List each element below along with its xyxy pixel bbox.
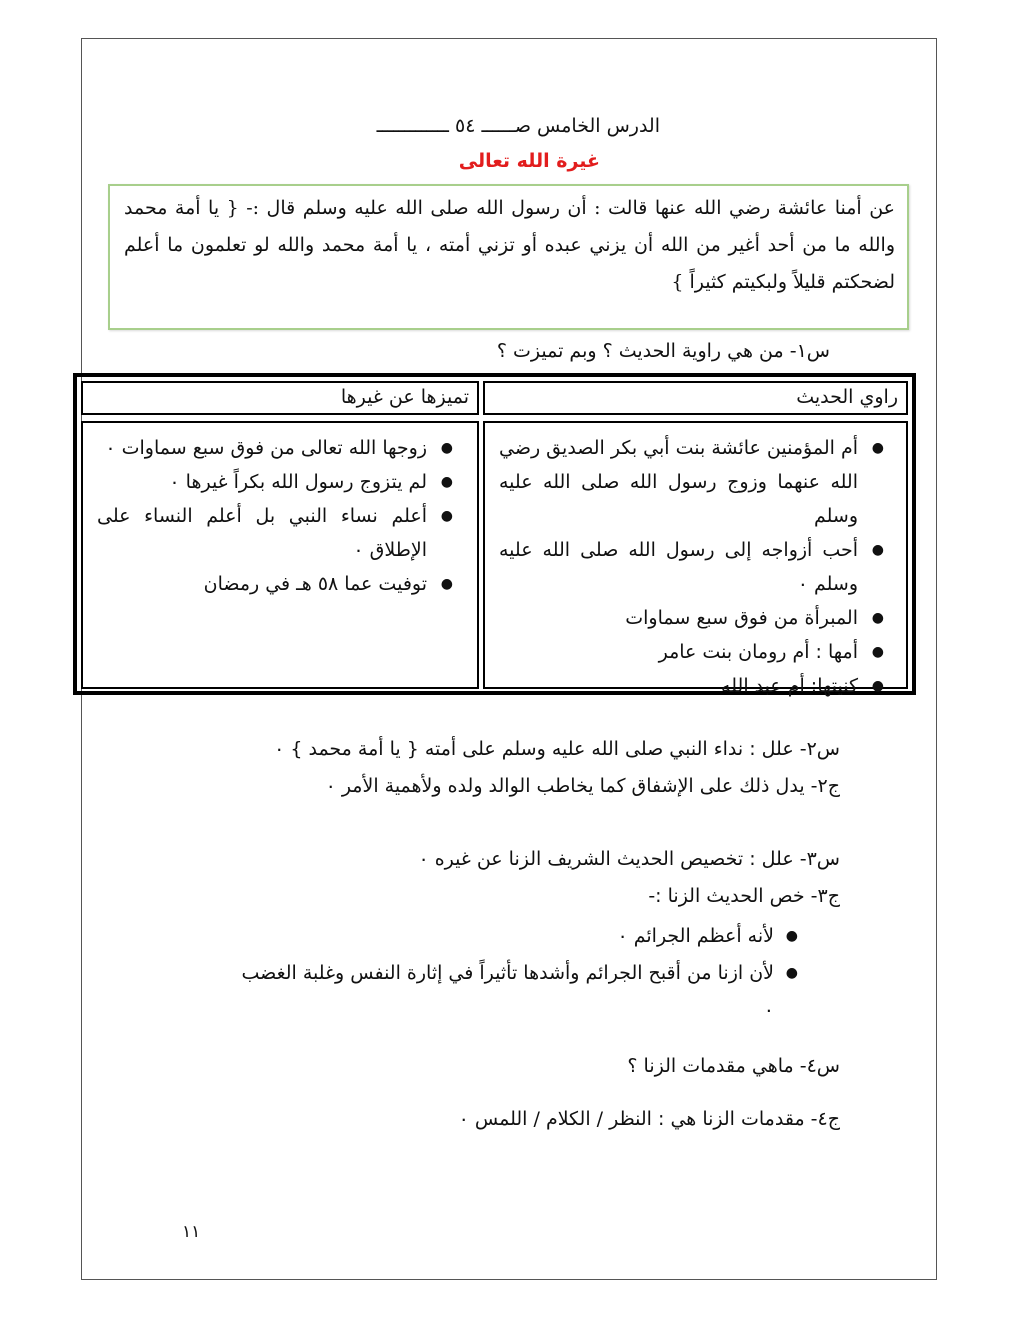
list-item: ● أعلم نساء النبي بل أعلم النساء على الإطلاق ٠ [97, 499, 465, 567]
narrator-table [73, 373, 916, 695]
bullet-icon: ● [871, 644, 884, 660]
answer-3-list-wrap [230, 918, 820, 1029]
bullet-icon: ● [871, 610, 884, 626]
list-item: ● أحب أزواجه إلى رسول الله صلى الله عليه وسلم ٠ [499, 533, 896, 601]
header-distinction [81, 381, 479, 415]
bullet-icon: ● [440, 474, 453, 490]
list-item: ● لأنه أعظم الجرائم ٠ [230, 918, 820, 955]
answer-2: ج٢- يدل ذلك على الإشفاق كما يخاطب الوالد ولده ولأهمية الأمر ٠ [325, 775, 840, 797]
answer-3-list [230, 918, 820, 1029]
page-number: ١١ [182, 1222, 201, 1242]
distinction-cell [81, 421, 479, 689]
hadith-box [108, 184, 909, 330]
list-item: ● لم يتزوج رسول الله بكراً غيرها ٠ [97, 465, 465, 499]
bullet-icon: ● [440, 440, 453, 456]
narrator-list [499, 431, 896, 703]
bullet-icon: ● [440, 576, 453, 592]
list-item: ● أم المؤمنين عائشة بنت أبي بكر الصديق رضي الله عنهما وزوج رسول الله صلى الله عليه وسلم [499, 431, 896, 533]
lesson-heading: الدرس الخامس صــــــ ٥٤ ـــــــــــــ [376, 115, 660, 137]
bullet-icon: ● [785, 965, 798, 981]
narrator-cell [483, 421, 908, 697]
hadith-text: عن أمنا عائشة رضي الله عنها قالت : أن رسول الله صلى الله عليه وسلم قال :- { يا أمة محمد والله ما من أحد أغير من الله أن يزني عبده أو تزني أمته ، يا أمة محمد والله لو تعلمون ما أعلم لضحكتم قليلاً ولبكيتم كثيراً } [124, 197, 895, 293]
list-item: ● توفيت عما ٥٨ هـ في رمضان [97, 567, 465, 601]
answer-4: ج٤- مقدمات الزنا هي : النظر / الكلام / اللمس ٠ [458, 1108, 840, 1130]
header-narrator [483, 381, 908, 415]
bullet-icon: ● [785, 928, 798, 944]
list-item: ● لأن ازنا من أقبح الجرائم وأشدها تأثيراً في إثارة النفس وغلبة الغضب ٠ [230, 955, 820, 1029]
list-item: ● أمها : أم رومان بنت عامر [499, 635, 896, 669]
bullet-icon: ● [871, 542, 884, 558]
question-1: س١- من هي راوية الحديث ؟ وبم تميزت ؟ [496, 340, 830, 362]
bullet-icon: ● [871, 440, 884, 456]
list-item: ● كنيتها: أم عبد الله [499, 669, 896, 703]
answer-3-intro: ج٣- خص الحديث الزنا :- [648, 885, 840, 907]
lesson-title: غيرة الله تعالى [458, 150, 600, 172]
bullet-icon: ● [440, 508, 453, 524]
header-distinction-label: تميزها عن غيرها [340, 386, 469, 408]
distinction-list [97, 431, 465, 601]
question-2: س٢- علل : نداء النبي صلى الله عليه وسلم على أمته { يا أمة محمد } ٠ [274, 738, 840, 760]
list-item: ● المبرأة من فوق سبع سماوات [499, 601, 896, 635]
question-3: س٣- علل : تخصيص الحديث الشريف الزنا عن غيره ٠ [418, 848, 840, 870]
bullet-icon: ● [871, 678, 884, 694]
question-4: س٤- ماهي مقدمات الزنا ؟ [627, 1055, 840, 1077]
header-narrator-label: راوي الحديث [796, 386, 898, 408]
list-item: ● زوجها الله تعالى من فوق سبع سماوات ٠ [97, 431, 465, 465]
